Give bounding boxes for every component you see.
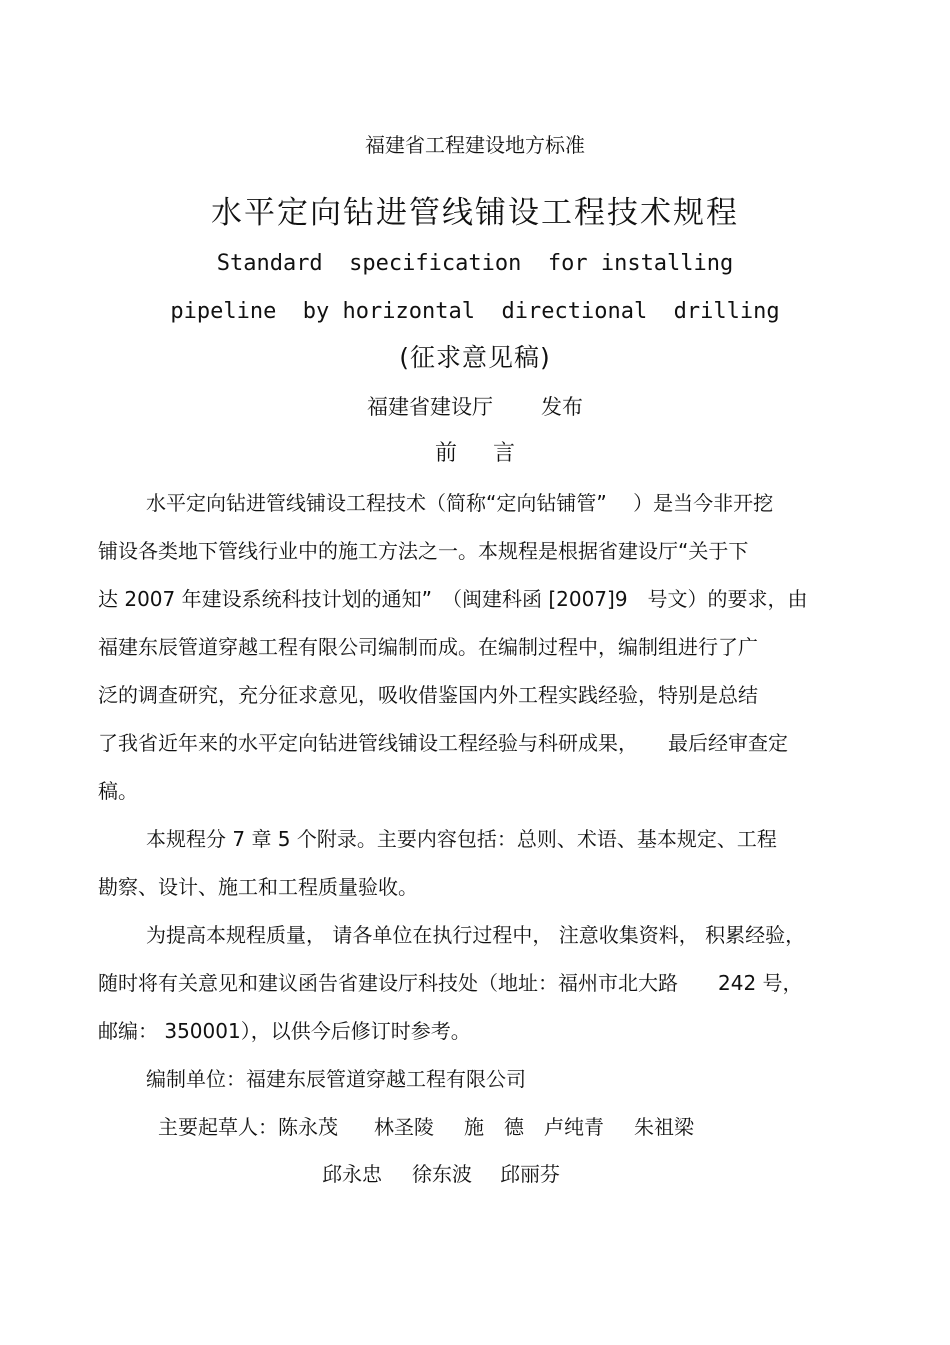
preface-p2-line-2: 勘察、设计、施工和工程质量验收。 <box>98 875 418 899</box>
preface-heading-a: 前 <box>434 441 457 466</box>
drafter-name: 卢纯青 <box>544 1115 604 1139</box>
issue-word: 发布 <box>541 395 583 419</box>
draft-label: (征求意见稿) <box>399 343 551 372</box>
preface-p1-line-3: 达 2007 年建设系统科技计划的通知” （闽建科函 [2007]9 号文）的要求，由 <box>98 587 808 611</box>
drafter-name: 朱祖梁 <box>634 1115 694 1139</box>
preface-p1-line-4: 福建东辰管道穿越工程有限公司编制而成。在编制过程中，编制组进行了广 <box>98 635 758 659</box>
drafter-name: 施 德 <box>464 1115 524 1139</box>
drafter-name: 林圣陵 <box>374 1115 434 1139</box>
compiler-unit: 编制单位：福建东辰管道穿越工程有限公司 <box>146 1067 526 1091</box>
drafter-name: 徐东波 <box>412 1162 472 1186</box>
preface-p3-line-3: 邮编： 350001），以供今后修订时参考。 <box>98 1019 471 1043</box>
drafters-row-1 <box>158 1114 694 1140</box>
english-title-line-2: pipeline by horizontal directional drilling <box>170 299 780 324</box>
preface-heading <box>0 440 950 468</box>
preface-p1-line-6: 了我省近年来的水平定向钻进管线铺设工程经验与科研成果， 最后经审查定 <box>98 731 788 755</box>
drafters-label: 主要起草人： <box>158 1115 278 1139</box>
drafter-name: 邱永忠 <box>322 1162 382 1186</box>
preface-heading-b: 言 <box>493 441 516 466</box>
preface-p1-line-5: 泛的调查研究，充分征求意见，吸收借鉴国内外工程实践经验，特别是总结 <box>98 683 758 707</box>
preface-p1-line-1: 水平定向钻进管线铺设工程技术（简称“定向钻铺管” ）是当今非开挖 <box>146 491 774 515</box>
drafter-name: 陈永茂 <box>278 1115 338 1139</box>
preface-p3-line-1: 为提高本规程质量， 请各单位在执行过程中， 注意收集资料， 积累经验， <box>146 923 806 947</box>
preface-p2-line-1: 本规程分 7 章 5 个附录。主要内容包括：总则、术语、基本规定、工程 <box>146 827 777 851</box>
preface-p3-line-2: 随时将有关意见和建议函告省建设厅科技处（地址：福州市北大路 242 号， <box>98 971 803 995</box>
issuer-line <box>0 394 950 420</box>
document-title: 水平定向钻进管线铺设工程技术规程 <box>211 195 739 231</box>
drafters-row-2 <box>322 1161 560 1187</box>
issuer-name: 福建省建设厅 <box>367 395 493 419</box>
standard-type: 福建省工程建设地方标准 <box>365 133 585 157</box>
english-title-line-1: Standard specification for installing <box>216 251 734 276</box>
drafter-name: 邱丽芬 <box>500 1162 560 1186</box>
preface-p1-line-7: 稿。 <box>98 779 138 803</box>
preface-p1-line-2: 铺设各类地下管线行业中的施工方法之一。本规程是根据省建设厅“关于下 <box>98 539 749 563</box>
